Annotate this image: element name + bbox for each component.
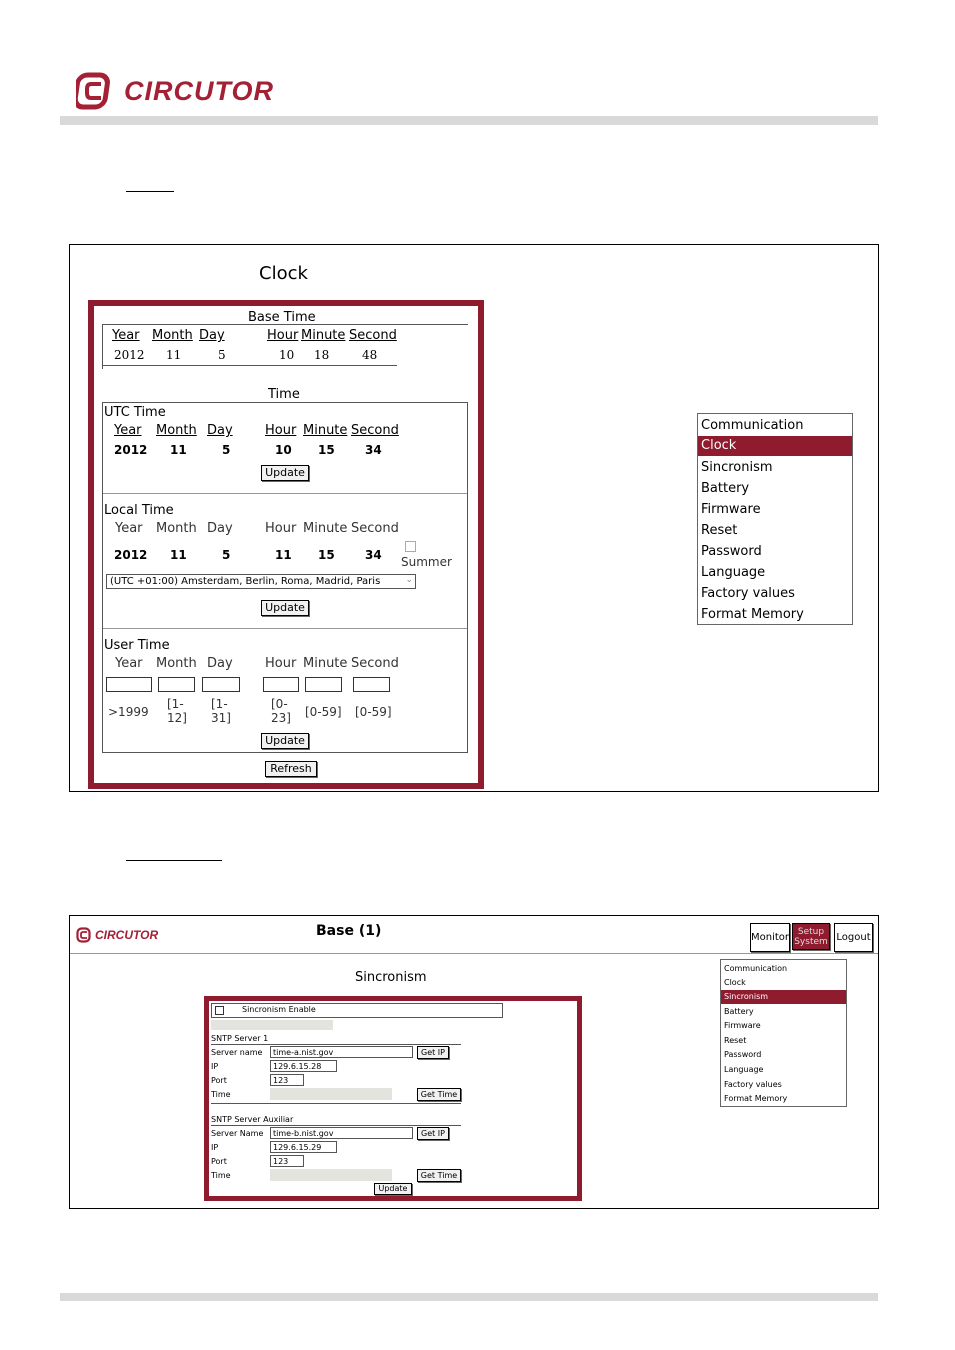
server1-name-input[interactable]: time-a.nist.gov (270, 1046, 413, 1058)
base-time-rule (103, 365, 397, 366)
local-minute-value: 15 (318, 548, 335, 562)
server1-heading: SNTP Server 1 (211, 1034, 269, 1043)
user-year-range: >1999 (108, 705, 149, 719)
server1-port-label: Port (211, 1076, 227, 1085)
section-heading-underline-sincronism (126, 860, 222, 861)
menu-item-format-memory[interactable]: Format Memory (701, 607, 804, 622)
timezone-select[interactable] (106, 574, 416, 589)
sincronism-panel-body (209, 1001, 577, 1196)
sync-menu-item-reset[interactable]: Reset (724, 1036, 747, 1045)
server1-ip-label: IP (211, 1062, 219, 1071)
utc-month-value: 11 (170, 443, 187, 457)
sync-menu-item-password[interactable]: Password (724, 1050, 762, 1059)
utc-year-value: 2012 (114, 443, 148, 457)
server1-name-label: Server name (211, 1048, 263, 1057)
monitor-button[interactable]: Monitor (750, 923, 790, 952)
server2-port-label: Port (211, 1157, 227, 1166)
base-day-header: Day (199, 328, 225, 343)
base-time-heading: Base Time (248, 310, 316, 325)
local-hour-value: 11 (275, 548, 292, 562)
server1-port-input[interactable]: 123 (270, 1074, 304, 1086)
user-day-input[interactable] (202, 677, 240, 692)
base-day-value: 5 (218, 348, 226, 362)
circutor-logo-icon (76, 72, 116, 110)
menu-item-language[interactable]: Language (701, 565, 766, 580)
device-title: Base (1) (316, 923, 382, 939)
sync-menu-item-sincronism[interactable]: Sincronism (721, 990, 846, 1004)
local-year-value: 2012 (114, 548, 148, 562)
user-second-range: [0-59] (355, 705, 392, 719)
sync-menu-item-language[interactable]: Language (724, 1065, 764, 1074)
local-year-header: Year (115, 521, 143, 536)
clock-panel-body (94, 306, 478, 783)
sync-menu-item-clock[interactable]: Clock (724, 978, 746, 987)
summer-checkbox[interactable] (405, 541, 416, 552)
server2-get-time-button[interactable]: Get Time (417, 1169, 461, 1182)
local-second-value: 34 (365, 548, 382, 562)
sincronism-enable-row (211, 1003, 503, 1018)
utc-minute-header: Minute (303, 423, 348, 438)
user-month-range: [1- 12] (167, 697, 187, 725)
chevron-down-icon: ⌄ (405, 575, 413, 585)
menu-item-sincronism[interactable]: Sincronism (701, 460, 773, 475)
header-logo-text: CIRCUTOR (95, 928, 159, 942)
sincronism-panel (204, 996, 582, 1201)
utc-divider (103, 493, 467, 494)
utc-update-button[interactable]: Update (261, 465, 309, 481)
local-day-value: 5 (222, 548, 231, 562)
sincronism-screenshot-frame (69, 915, 879, 1209)
menu-item-reset[interactable]: Reset (701, 523, 738, 538)
utc-hour-header: Hour (265, 423, 297, 438)
sincronism-enable-checkbox[interactable] (215, 1006, 224, 1015)
user-minute-input[interactable] (305, 677, 342, 692)
server1-bottom-rule (211, 1103, 461, 1104)
menu-item-communication[interactable]: Communication (701, 418, 804, 433)
user-hour-input[interactable] (263, 677, 299, 692)
local-day-header: Day (207, 521, 233, 536)
local-minute-header: Minute (303, 521, 348, 536)
server2-time-label: Time (211, 1171, 231, 1180)
menu-item-clock[interactable]: Clock (698, 436, 852, 456)
header-divider (70, 953, 878, 954)
user-year-input[interactable] (106, 677, 152, 692)
menu-item-firmware[interactable]: Firmware (701, 502, 761, 517)
base-minute-header: Minute (301, 328, 346, 343)
circutor-small-logo-icon (76, 927, 92, 943)
section-heading-underline-clock (126, 191, 174, 192)
clock-title: Clock (259, 263, 308, 284)
server2-port-input[interactable]: 123 (270, 1155, 304, 1167)
sincronism-enable-label: Sincronism Enable (242, 1005, 316, 1014)
server1-get-ip-button[interactable]: Get IP (417, 1046, 449, 1059)
circutor-logo-text: CIRCUTOR (124, 75, 275, 106)
utc-day-header: Day (207, 423, 233, 438)
footer-rule (60, 1293, 878, 1301)
server2-name-input[interactable]: time-b.nist.gov (270, 1127, 413, 1139)
sync-menu-item-communication[interactable]: Communication (724, 964, 788, 973)
user-hour-range: [0- 23] (271, 697, 291, 725)
user-minute-header: Minute (303, 656, 348, 671)
sincronism-status-field (211, 1020, 333, 1030)
menu-item-factory-values[interactable]: Factory values (701, 586, 795, 601)
utc-second-value: 34 (365, 443, 382, 457)
sincronism-update-button[interactable]: Update (374, 1183, 412, 1195)
base-year-header: Year (112, 328, 140, 343)
utc-time-label: UTC Time (104, 405, 166, 420)
local-month-header: Month (156, 521, 197, 536)
clock-panel (88, 300, 484, 789)
header-rule (60, 116, 878, 125)
server2-name-label: Server Name (211, 1129, 264, 1138)
logout-button[interactable]: Logout (834, 923, 873, 952)
sync-menu-item-factory-values[interactable]: Factory values (724, 1080, 782, 1089)
server2-heading: SNTP Server Auxiliar (211, 1115, 294, 1124)
local-hour-header: Hour (265, 521, 297, 536)
time-heading: Time (268, 387, 300, 402)
user-month-input[interactable] (158, 677, 195, 692)
base-second-value: 48 (362, 348, 378, 362)
base-minute-value: 18 (314, 348, 330, 362)
user-day-range: [1- 31] (211, 697, 231, 725)
server2-ip-input[interactable]: 129.6.15.29 (270, 1141, 337, 1153)
server1-get-time-button[interactable]: Get Time (417, 1088, 461, 1101)
menu-item-battery[interactable]: Battery (701, 481, 750, 496)
utc-minute-value: 15 (318, 443, 335, 457)
sincronism-title: Sincronism (355, 970, 427, 985)
user-month-header: Month (156, 656, 197, 671)
server1-time-label: Time (211, 1090, 231, 1099)
user-second-header: Second (351, 656, 399, 671)
user-hour-header: Hour (265, 656, 297, 671)
server2-time-field (270, 1169, 392, 1181)
utc-month-header: Month (156, 423, 197, 438)
local-month-value: 11 (170, 548, 187, 562)
server1-rule (211, 1044, 461, 1045)
server2-get-ip-button[interactable]: Get IP (417, 1127, 449, 1140)
base-month-value: 11 (166, 348, 182, 362)
sync-menu-item-battery[interactable]: Battery (724, 1007, 754, 1016)
sync-menu-item-format-memory[interactable]: Format Memory (724, 1094, 788, 1103)
timezone-selected-value: (UTC +01:00) Amsterdam, Berlin, Roma, Madrid, Paris (110, 576, 381, 587)
user-minute-range: [0-59] (305, 705, 342, 719)
base-year-value: 2012 (114, 348, 145, 362)
base-hour-value: 10 (279, 348, 295, 362)
local-second-header: Second (351, 521, 399, 536)
local-update-button[interactable]: Update (261, 600, 309, 616)
server2-ip-label: IP (211, 1143, 219, 1152)
refresh-button[interactable]: Refresh (265, 761, 317, 777)
local-time-label: Local Time (104, 503, 174, 518)
time-group-box (102, 402, 468, 753)
user-day-header: Day (207, 656, 233, 671)
server1-time-field (270, 1088, 392, 1100)
header-logo (76, 926, 158, 944)
base-hour-header: Hour (267, 328, 299, 343)
sync-menu-item-firmware[interactable]: Firmware (724, 1021, 761, 1030)
circutor-logo (76, 72, 274, 110)
utc-hour-value: 10 (275, 443, 292, 457)
user-year-header: Year (115, 656, 143, 671)
user-time-label: User Time (104, 638, 170, 653)
base-month-header: Month (152, 328, 193, 343)
utc-year-header: Year (114, 423, 142, 438)
clock-screenshot-frame (69, 244, 879, 792)
menu-item-password[interactable]: Password (701, 544, 762, 559)
utc-second-header: Second (351, 423, 399, 438)
base-second-header: Second (349, 328, 397, 343)
setup-system-button[interactable]: Setup System (792, 923, 830, 950)
summer-label: Summer (401, 555, 452, 569)
user-second-input[interactable] (353, 677, 390, 692)
server1-ip-input[interactable]: 129.6.15.28 (270, 1060, 337, 1072)
utc-day-value: 5 (222, 443, 231, 457)
sincronism-settings-menu (720, 959, 847, 1107)
clock-settings-menu (697, 413, 853, 625)
user-update-button[interactable]: Update (261, 733, 309, 749)
server2-rule (211, 1125, 461, 1126)
base-time-box (102, 324, 468, 369)
local-divider (103, 628, 467, 629)
